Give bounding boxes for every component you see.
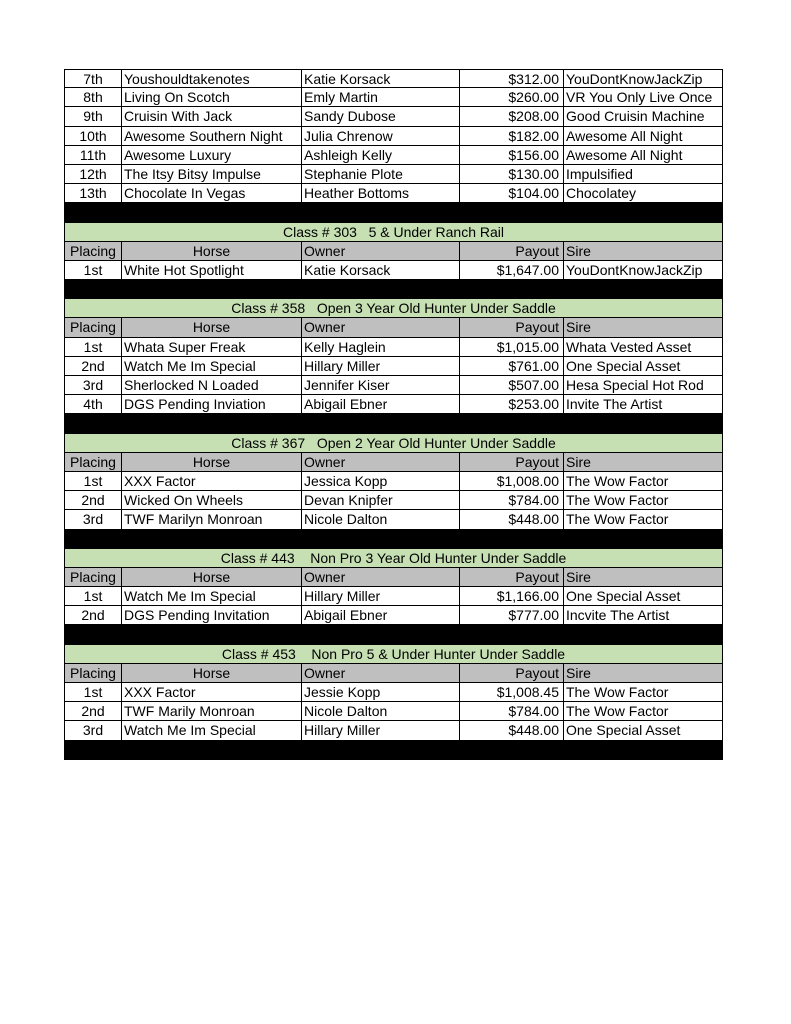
sire-cell: One Special Asset [564,357,723,375]
horse-cell: Chocolate In Vegas [122,184,302,202]
class-title: Class # 453 Non Pro 5 & Under Hunter Under Saddle [64,645,723,664]
column-header-row [64,664,723,683]
placing-header: Placing [64,664,122,682]
placing-cell: 3rd [64,376,122,394]
sire-cell: Invite The Artist [564,395,723,413]
placing-cell: 3rd [64,510,122,528]
table-row [64,587,723,606]
payout-header: Payout [460,453,564,471]
owner-cell: Katie Korsack [302,69,460,87]
owner-cell: Jennifer Kiser [302,376,460,394]
placing-cell: 3rd [64,721,122,739]
placing-header: Placing [64,568,122,586]
sire-cell: YouDontKnowJackZip [564,69,723,87]
column-header-row [64,453,723,472]
owner-header: Owner [302,242,460,260]
section-divider [64,414,723,433]
sire-cell: One Special Asset [564,721,723,739]
sire-cell: YouDontKnowJackZip [564,261,723,279]
payout-header: Payout [460,568,564,586]
horse-cell: XXX Factor [122,472,302,490]
owner-cell: Nicole Dalton [302,702,460,720]
placing-header: Placing [64,242,122,260]
placing-cell: 9th [64,107,122,125]
owner-cell: Jessie Kopp [302,683,460,701]
placing-header: Placing [64,453,122,471]
payout-cell: $448.00 [460,721,564,739]
owner-cell: Emly Martin [302,88,460,106]
payout-cell: $1,015.00 [460,338,564,356]
placing-cell: 1st [64,683,122,701]
sire-cell: Hesa Special Hot Rod [564,376,723,394]
column-header-row [64,318,723,337]
placing-cell: 12th [64,165,122,183]
horse-cell: Youshouldtakenotes [122,69,302,87]
owner-cell: Hillary Miller [302,721,460,739]
owner-cell: Nicole Dalton [302,510,460,528]
horse-header: Horse [122,318,302,336]
horse-cell: Cruisin With Jack [122,107,302,125]
owner-cell: Hillary Miller [302,357,460,375]
payout-header: Payout [460,318,564,336]
payout-cell: $312.00 [460,69,564,87]
sire-cell: The Wow Factor [564,683,723,701]
owner-cell: Abigail Ebner [302,395,460,413]
placing-header: Placing [64,318,122,336]
sire-cell: The Wow Factor [564,491,723,509]
table-row [64,69,723,88]
table-row [64,491,723,510]
placing-cell: 7th [64,69,122,87]
section-divider [64,625,723,644]
payout-cell: $182.00 [460,127,564,145]
placing-cell: 2nd [64,491,122,509]
horse-header: Horse [122,453,302,471]
sire-cell: VR You Only Live Once [564,88,723,106]
horse-header: Horse [122,568,302,586]
payout-cell: $208.00 [460,107,564,125]
section-divider [64,530,723,549]
class-title: Class # 443 Non Pro 3 Year Old Hunter Under Saddle [64,549,723,568]
owner-cell: Ashleigh Kelly [302,146,460,164]
horse-cell: Wicked On Wheels [122,491,302,509]
payout-cell: $507.00 [460,376,564,394]
horse-cell: Awesome Southern Night [122,127,302,145]
owner-cell: Kelly Haglein [302,338,460,356]
table-row [64,395,723,414]
placing-cell: 13th [64,184,122,202]
table-row [64,127,723,146]
placing-cell: 4th [64,395,122,413]
horse-cell: The Itsy Bitsy Impulse [122,165,302,183]
horse-cell: XXX Factor [122,683,302,701]
horse-header: Horse [122,664,302,682]
sire-cell: One Special Asset [564,587,723,605]
table-row [64,338,723,357]
owner-header: Owner [302,664,460,682]
payout-cell: $130.00 [460,165,564,183]
payout-cell: $784.00 [460,491,564,509]
sire-cell: Awesome All Night [564,127,723,145]
payout-cell: $784.00 [460,702,564,720]
sire-cell: The Wow Factor [564,472,723,490]
horse-cell: Living On Scotch [122,88,302,106]
horse-cell: Sherlocked N Loaded [122,376,302,394]
owner-header: Owner [302,568,460,586]
placing-cell: 1st [64,587,122,605]
results-sheet [64,69,723,760]
sire-header: Sire [564,568,723,586]
sire-cell: Awesome All Night [564,146,723,164]
owner-cell: Katie Korsack [302,261,460,279]
payout-cell: $1,647.00 [460,261,564,279]
sire-header: Sire [564,318,723,336]
horse-cell: DGS Pending Invitation [122,606,302,624]
payout-header: Payout [460,664,564,682]
column-header-row [64,568,723,587]
table-row [64,184,723,203]
table-row [64,472,723,491]
sire-cell: The Wow Factor [564,702,723,720]
placing-cell: 11th [64,146,122,164]
owner-header: Owner [302,318,460,336]
owner-cell: Julia Chrenow [302,127,460,145]
owner-header: Owner [302,453,460,471]
horse-cell: TWF Marilyn Monroan [122,510,302,528]
owner-cell: Sandy Dubose [302,107,460,125]
table-row [64,261,723,280]
payout-cell: $253.00 [460,395,564,413]
horse-cell: DGS Pending Inviation [122,395,302,413]
sire-header: Sire [564,453,723,471]
class-title: Class # 367 Open 2 Year Old Hunter Under Saddle [64,434,723,453]
placing-cell: 1st [64,261,122,279]
section-divider [64,203,723,222]
payout-cell: $777.00 [460,606,564,624]
placing-cell: 10th [64,127,122,145]
payout-cell: $1,008.45 [460,683,564,701]
sire-cell: Good Cruisin Machine [564,107,723,125]
payout-cell: $1,166.00 [460,587,564,605]
owner-cell: Devan Knipfer [302,491,460,509]
payout-cell: $1,008.00 [460,472,564,490]
payout-cell: $104.00 [460,184,564,202]
horse-cell: Watch Me Im Special [122,587,302,605]
payout-cell: $156.00 [460,146,564,164]
sire-cell: Incvite The Artist [564,606,723,624]
table-row [64,510,723,529]
owner-cell: Stephanie Plote [302,165,460,183]
table-row [64,683,723,702]
section-divider [64,741,723,760]
table-row [64,702,723,721]
class-title: Class # 358 Open 3 Year Old Hunter Under Saddle [64,299,723,318]
sire-cell: Chocolatey [564,184,723,202]
payout-header: Payout [460,242,564,260]
horse-cell: Watch Me Im Special [122,357,302,375]
placing-cell: 2nd [64,357,122,375]
owner-cell: Jessica Kopp [302,472,460,490]
sire-header: Sire [564,242,723,260]
sire-cell: Whata Vested Asset [564,338,723,356]
payout-cell: $260.00 [460,88,564,106]
owner-cell: Abigail Ebner [302,606,460,624]
horse-cell: White Hot Spotlight [122,261,302,279]
placing-cell: 2nd [64,702,122,720]
horse-cell: Whata Super Freak [122,338,302,356]
placing-cell: 1st [64,472,122,490]
sire-cell: The Wow Factor [564,510,723,528]
horse-cell: Watch Me Im Special [122,721,302,739]
owner-cell: Heather Bottoms [302,184,460,202]
table-row [64,357,723,376]
horse-cell: Awesome Luxury [122,146,302,164]
sire-cell: Impulsified [564,165,723,183]
table-row [64,376,723,395]
table-row [64,146,723,165]
table-row [64,165,723,184]
table-row [64,107,723,126]
column-header-row [64,242,723,261]
table-row [64,721,723,740]
payout-cell: $448.00 [460,510,564,528]
placing-cell: 2nd [64,606,122,624]
table-row [64,88,723,107]
section-divider [64,280,723,299]
horse-header: Horse [122,242,302,260]
payout-cell: $761.00 [460,357,564,375]
class-title: Class # 303 5 & Under Ranch Rail [64,223,723,242]
placing-cell: 1st [64,338,122,356]
horse-cell: TWF Marily Monroan [122,702,302,720]
sire-header: Sire [564,664,723,682]
placing-cell: 8th [64,88,122,106]
table-row [64,606,723,625]
owner-cell: Hillary Miller [302,587,460,605]
